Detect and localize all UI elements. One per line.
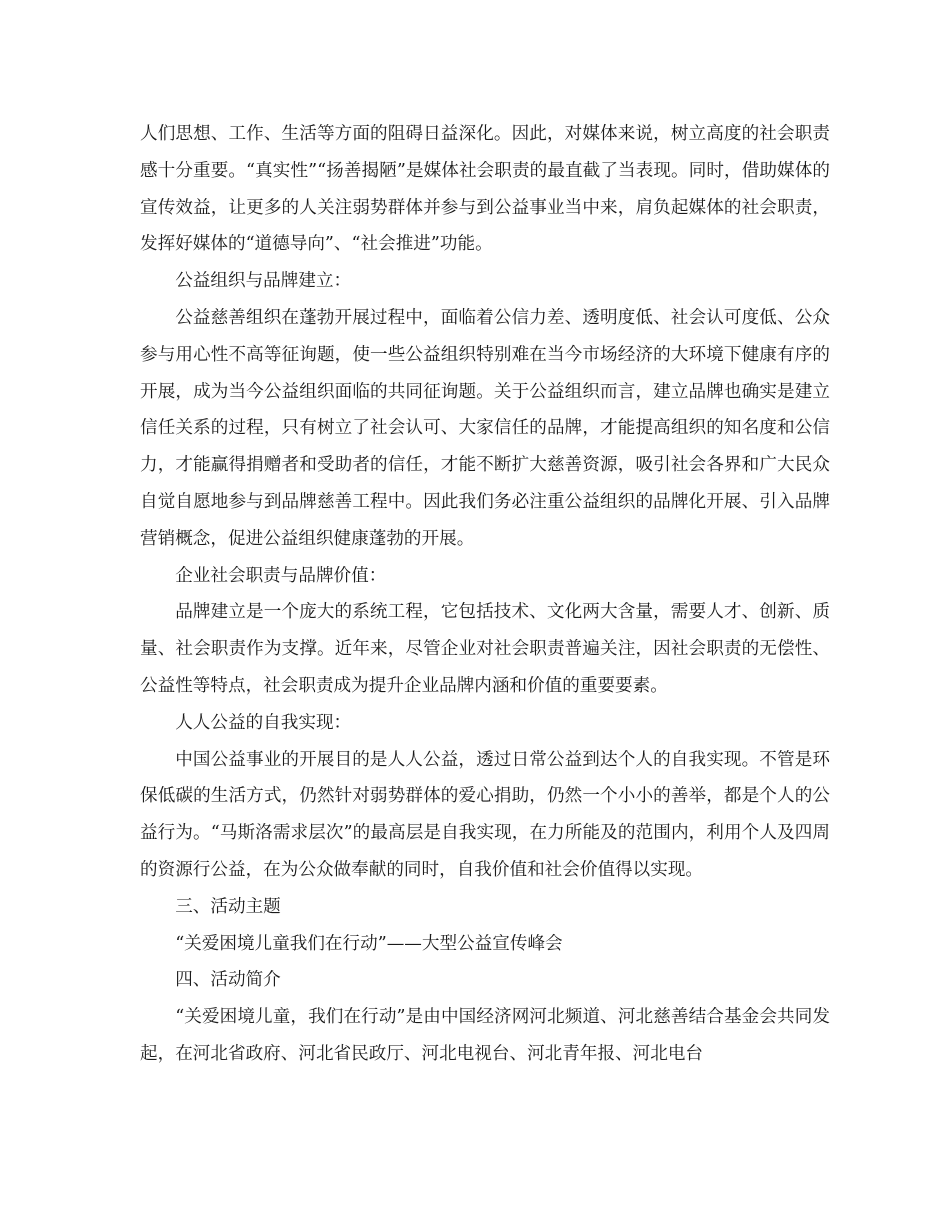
document-body — [140, 116, 830, 1073]
section-heading: 公益组织与品牌建立： — [175, 271, 352, 292]
body-paragraph: 中国公益事业的开展目的是人人公益，透过日常公益到达个人的自我实现。不管是环保低碳的生活方式，仍然针对弱势群体的爱心捐助，仍然一个小小的善举，都是个人的公益行为。“马斯洛需求层次”的最高层是自我实现，在力所能及的范围内，利用个人及四周的资源行公益，在为公众做奉献的同时，自我价值和社会价值得以实现。 — [140, 749, 830, 880]
body-paragraph: “关爱困境儿童，我们在行动”是由中国经济网河北频道、河北慈善结合基金会共同发起，在河北省政府、河北省民政厅、河北电视台、河北青年报、河北电台 — [140, 1007, 830, 1064]
section-heading: 企业社会职责与品牌价值： — [175, 565, 387, 586]
section-heading: 三、活动主题 — [175, 896, 281, 917]
body-paragraph: 公益慈善组织在蓬勃开展过程中，面临着公信力差、透明度低、社会认可度低、公众参与用心性不高等征询题，使一些公益组织特别难在当今市场经济的大环境下健康有序的开展，成为当今公益组织面临的共同征询题。关于公益组织而言，建立品牌也确实是建立信任关系的过程，只有树立了社会认可、大家信任的品牌，才能提高组织的知名度和公信力，才能赢得捐赠者和受助者的信任，才能不断扩大慈善资源，吸引社会各界和广大民众自觉自愿地参与到品牌慈善工程中。因此我们务必注重公益组织的品牌化开展、引入品牌营销概念，促进公益组织健康蓬勃的开展。 — [140, 307, 830, 549]
body-paragraph: 人们思想、工作、生活等方面的阻碍日益深化。因此，对媒体来说，树立高度的社会职责感十分重要。“真实性”“扬善揭陋”是媒体社会职责的最直截了当表现。同时，借助媒体的宣传效益，让更多的人关注弱势群体并参与到公益事业当中来，肩负起媒体的社会职责，发挥好媒体的“道德导向”、“社会推进”功能。 — [140, 124, 830, 255]
section-heading: 人人公益的自我实现： — [175, 712, 352, 733]
body-paragraph: 品牌建立是一个庞大的系统工程，它包括技术、文化两大含量，需要人才、创新、质量、社会职责作为支撑。近年来，尽管企业对社会职责普遍关注，因社会职责的无偿性、公益性等特点，社会职责成为提升企业品牌内涵和价值的重要要素。 — [140, 602, 830, 696]
section-heading: 四、活动简介 — [175, 970, 281, 991]
activity-theme: “关爱困境儿童我们在行动”——大型公益宣传峰会 — [175, 933, 563, 954]
